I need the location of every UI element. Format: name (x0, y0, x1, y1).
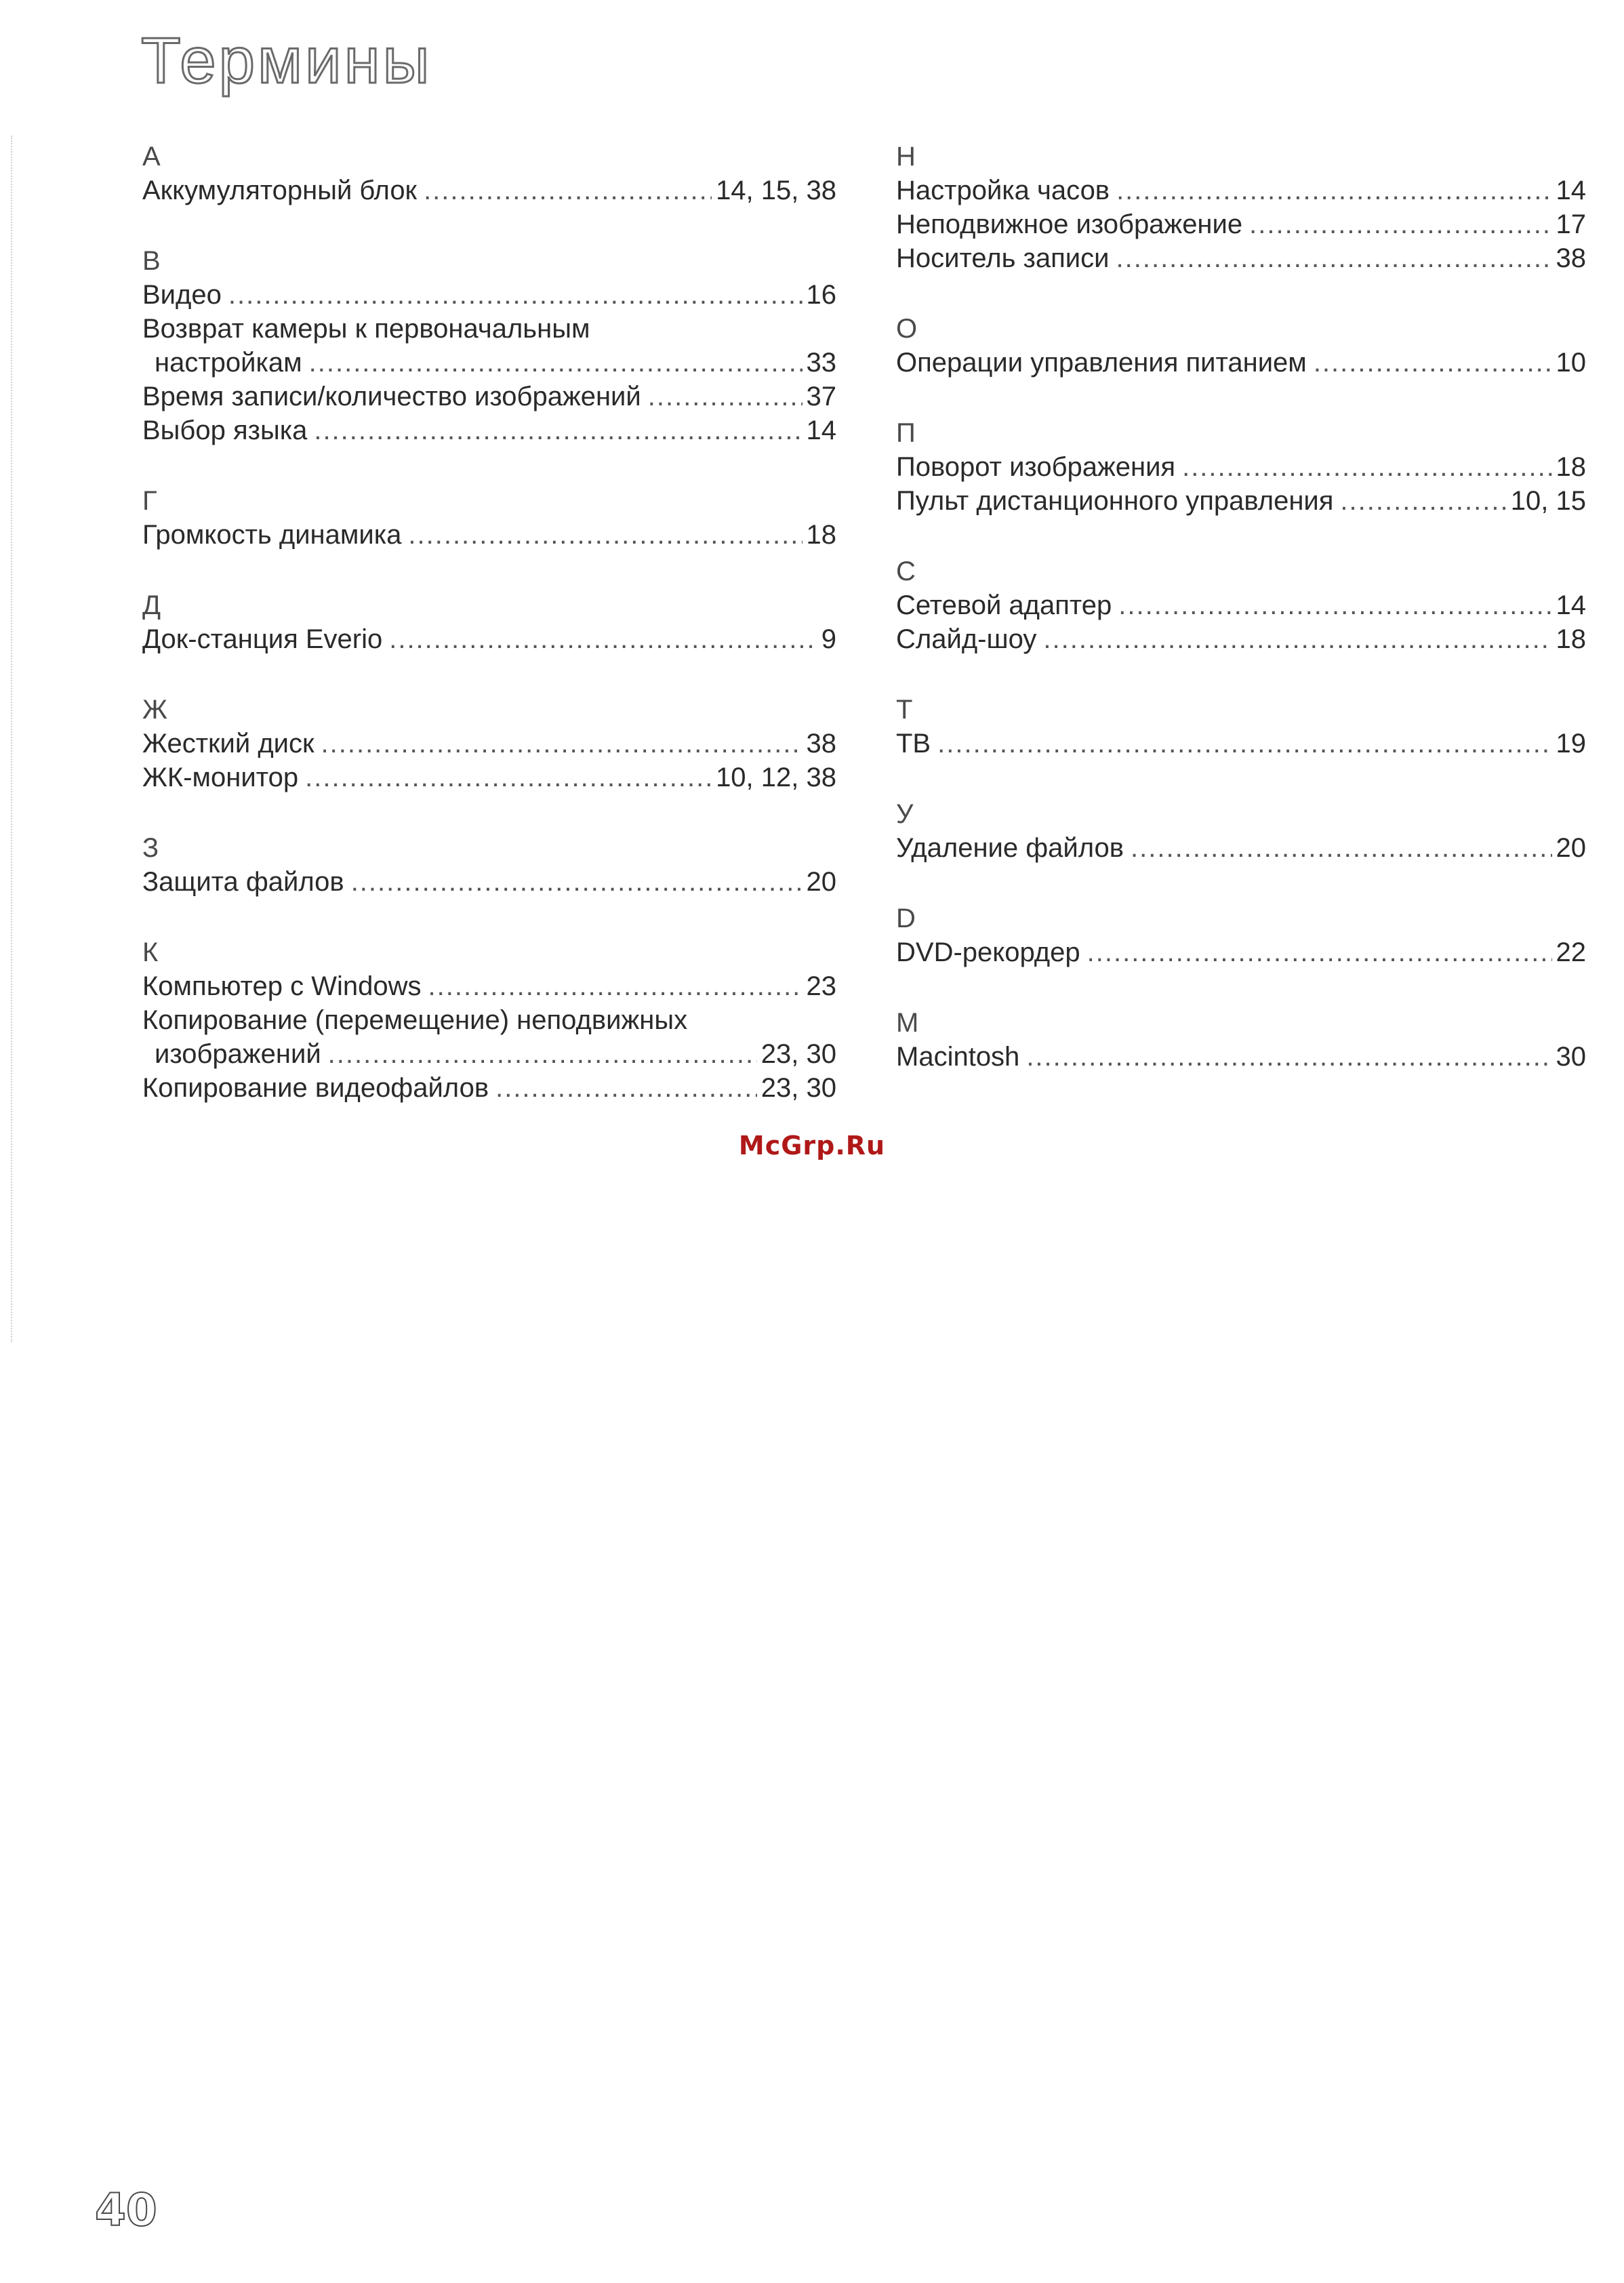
dot-leader (1087, 935, 1552, 969)
section-letter: К (142, 937, 159, 967)
dot-leader (309, 346, 803, 380)
index-term: Копирование видеофайлов (142, 1073, 489, 1103)
index-term: Жесткий диск (142, 729, 314, 759)
index-term: Аккумуляторный блок (142, 176, 418, 205)
section-letter: Ж (142, 695, 167, 725)
dot-leader (1340, 484, 1506, 518)
index-section (142, 484, 836, 552)
dot-leader (1116, 174, 1551, 207)
index-entry (142, 865, 836, 899)
page-reference: 10 (1556, 348, 1586, 378)
page-title: Термины (141, 24, 432, 97)
index-term: Док-станция Everio (142, 624, 383, 654)
index-entry (896, 484, 1586, 518)
margin-rule (11, 136, 12, 1342)
watermark: McGrp.Ru (738, 1131, 886, 1160)
index-section (896, 693, 1586, 761)
index-entry (896, 450, 1586, 484)
dot-leader (1026, 1040, 1551, 1074)
index-term-line: Копирование (перемещение) неподвижных (142, 1005, 688, 1035)
dot-leader (1249, 207, 1551, 241)
section-letter: С (896, 557, 916, 586)
dot-leader (408, 518, 802, 552)
index-term: Неподвижное изображение (896, 209, 1243, 239)
index-section (142, 693, 836, 794)
index-term: Пульт дистанционного управления (896, 486, 1334, 516)
page-reference: 20 (1556, 833, 1586, 863)
page-reference: 19 (1556, 729, 1586, 759)
index-entry (142, 518, 836, 552)
index-section (142, 588, 836, 656)
dot-leader (1182, 450, 1551, 484)
page-reference: 17 (1556, 209, 1586, 239)
index-entry (896, 241, 1586, 275)
section-letter: Т (896, 695, 913, 725)
page-reference: 14, 15, 38 (716, 176, 836, 205)
dot-leader (1043, 622, 1551, 656)
page-reference: 23, 30 (760, 1073, 836, 1103)
index-entry (142, 174, 836, 207)
index-term: Выбор языка (142, 416, 308, 445)
page-reference: 10, 12, 38 (716, 763, 836, 792)
index-section (896, 797, 1586, 865)
page-reference: 20 (806, 867, 836, 897)
index-term: настройкам (155, 348, 302, 378)
index-term: DVD-рекордер (896, 937, 1080, 967)
dot-leader (1314, 346, 1552, 380)
section-letter: О (896, 314, 918, 344)
dot-leader (389, 622, 817, 656)
index-section (896, 312, 1586, 380)
index-entry (896, 622, 1586, 656)
page-reference: 14 (1556, 590, 1586, 620)
section-letter: У (896, 799, 914, 829)
index-term: Операции управления питанием (896, 348, 1307, 378)
dot-leader (321, 727, 803, 761)
page-reference: 33 (806, 348, 836, 378)
section-letter: А (142, 142, 161, 171)
index-term: Видео (142, 280, 222, 310)
section-letter: Н (896, 142, 916, 171)
dot-leader (328, 1037, 757, 1071)
page-reference: 14 (806, 416, 836, 445)
page-number: 40 (95, 2184, 157, 2236)
section-letter: M (896, 1008, 919, 1038)
dot-leader (1131, 831, 1551, 865)
index-entry (142, 278, 836, 312)
page-reference: 38 (806, 729, 836, 759)
index-term: Компьютер с Windows (142, 971, 422, 1001)
page-reference: 23 (806, 971, 836, 1001)
index-section (142, 140, 836, 207)
index-term: Слайд-шоу (896, 624, 1037, 654)
index-entry (142, 622, 836, 656)
section-letter: Г (142, 486, 157, 516)
index-entry (896, 727, 1586, 761)
page-reference: 22 (1556, 937, 1586, 967)
page-reference: 18 (1556, 452, 1586, 482)
dot-leader (428, 969, 803, 1003)
index-term-line: Возврат камеры к первоначальным (142, 314, 590, 344)
index-entry (142, 346, 836, 380)
index-term: Носитель записи (896, 243, 1110, 273)
page-reference: 14 (1556, 176, 1586, 205)
index-column-right (896, 140, 1586, 1110)
index-term: Громкость динамика (142, 520, 402, 550)
index-section (142, 831, 836, 899)
index-entry (142, 727, 836, 761)
dot-leader (648, 380, 803, 413)
section-letter: П (896, 418, 916, 448)
dot-leader (937, 727, 1551, 761)
index-entry (896, 346, 1586, 380)
dot-leader (351, 865, 803, 899)
index-column-left (142, 140, 836, 1142)
index-section (896, 554, 1586, 656)
index-entry (896, 1040, 1586, 1074)
page-reference: 16 (806, 280, 836, 310)
index-section (896, 416, 1586, 518)
index-term: изображений (155, 1039, 321, 1069)
index-entry (142, 1037, 836, 1071)
dot-leader (495, 1071, 757, 1105)
index-entry (896, 935, 1586, 969)
index-section (142, 244, 836, 447)
index-entry (142, 969, 836, 1003)
index-entry (896, 588, 1586, 622)
index-entry (896, 831, 1586, 865)
section-letter: D (896, 904, 916, 933)
index-term: Удаление файлов (896, 833, 1124, 863)
index-term: Время записи/количество изображений (142, 382, 641, 411)
page-reference: 23, 30 (760, 1039, 836, 1069)
index-section (896, 902, 1586, 969)
page-reference: 37 (806, 382, 836, 411)
index-term: ТВ (896, 729, 931, 759)
dot-leader (228, 278, 803, 312)
dot-leader (1116, 241, 1552, 275)
index-section (896, 1006, 1586, 1074)
page-reference: 18 (1556, 624, 1586, 654)
page-reference: 10, 15 (1510, 486, 1586, 516)
index-term: Сетевой адаптер (896, 590, 1112, 620)
index-entry (142, 761, 836, 794)
section-letter: З (142, 833, 159, 863)
dot-leader (1118, 588, 1551, 622)
index-entry (896, 207, 1586, 241)
index-term: Настройка часов (896, 176, 1110, 205)
index-term: Защита файлов (142, 867, 344, 897)
page-reference: 38 (1556, 243, 1586, 273)
section-letter: Д (142, 590, 161, 620)
index-entry (142, 1071, 836, 1105)
index-entry (142, 413, 836, 447)
index-section (142, 935, 836, 1105)
index-entry (142, 380, 836, 413)
page-reference: 9 (821, 624, 836, 654)
page-reference: 18 (806, 520, 836, 550)
index-term: Поворот изображения (896, 452, 1176, 482)
dot-leader (305, 761, 712, 794)
index-term: Macintosh (896, 1042, 1020, 1072)
dot-leader (424, 174, 712, 207)
index-term: ЖК-монитор (142, 763, 299, 792)
index-entry (896, 174, 1586, 207)
dot-leader (314, 413, 802, 447)
index-section (896, 140, 1586, 275)
section-letter: В (142, 246, 161, 276)
page-reference: 30 (1556, 1042, 1586, 1072)
